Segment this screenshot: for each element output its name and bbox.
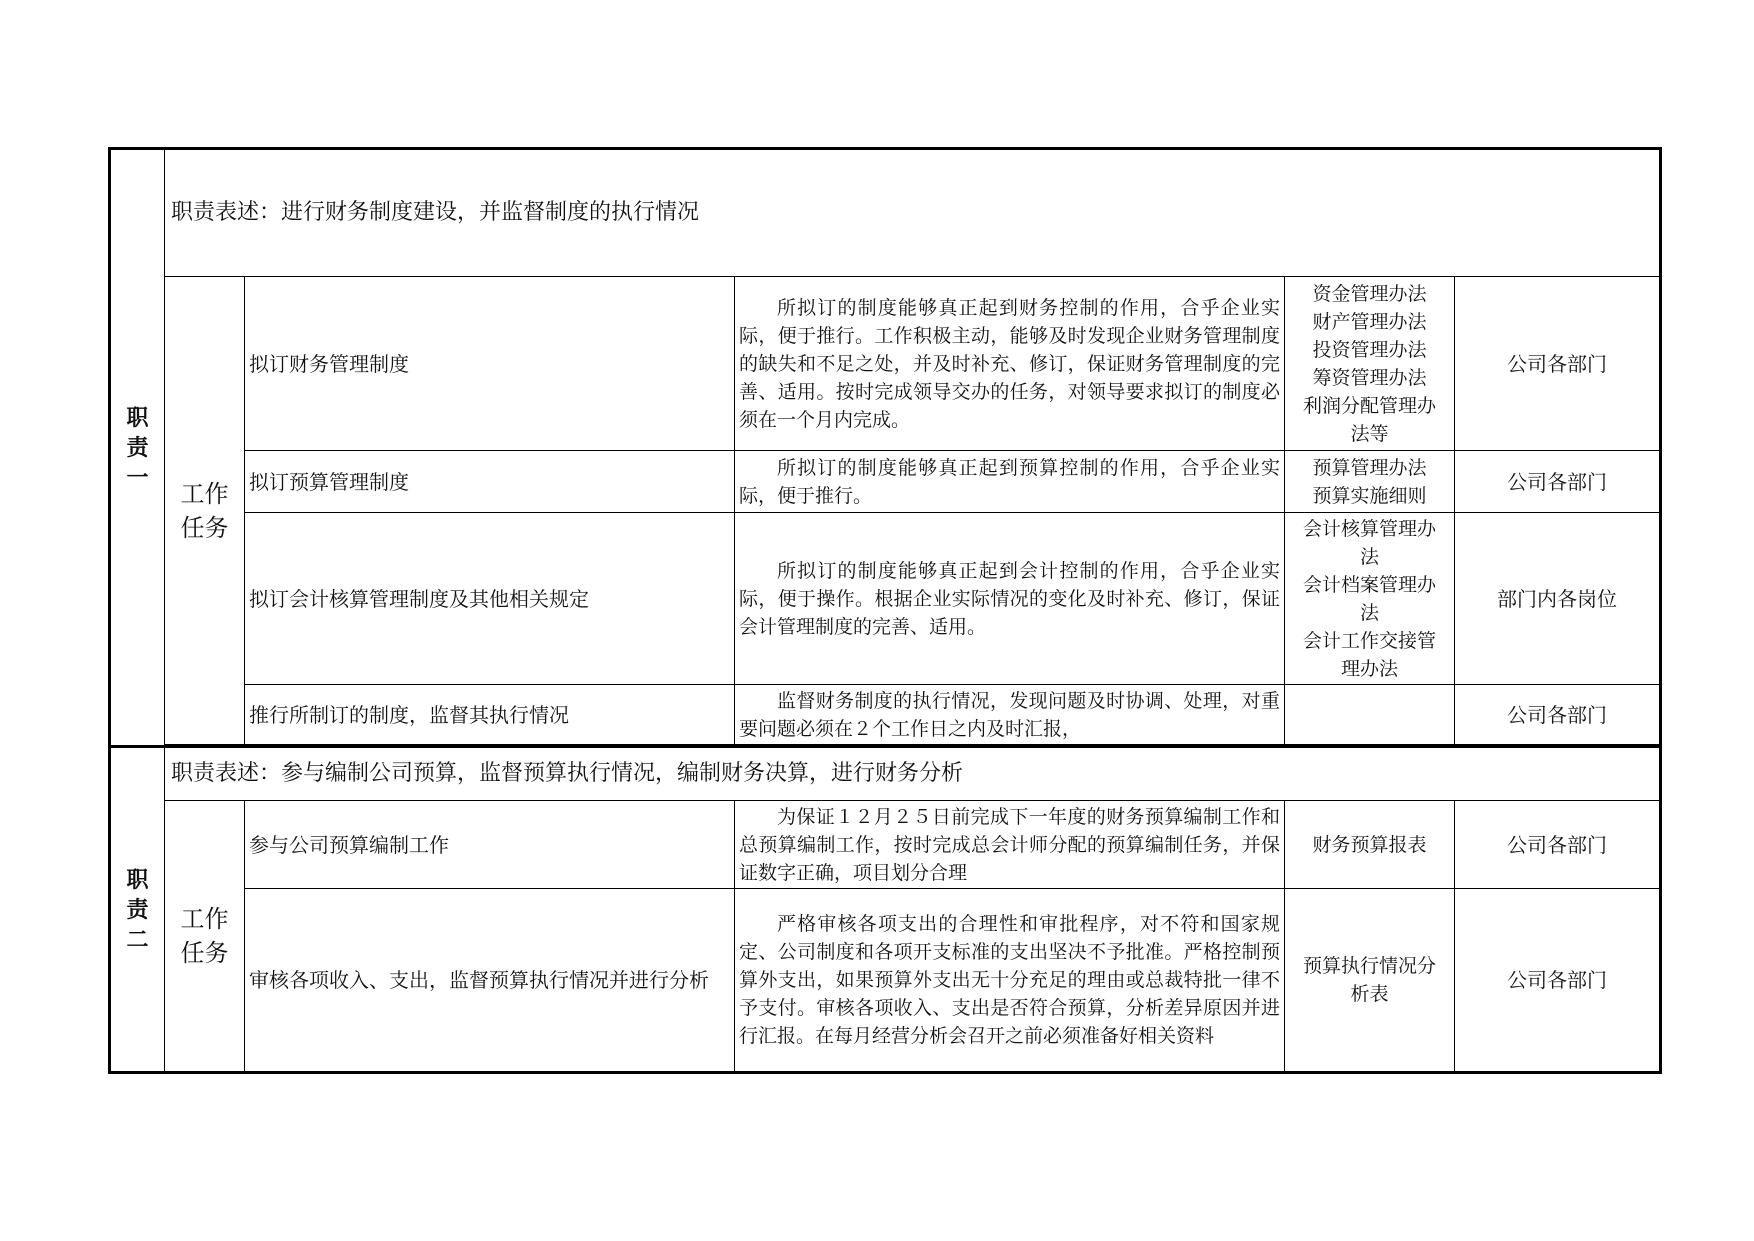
task-name: 拟订会计核算管理制度及其他相关规定 xyxy=(245,513,735,685)
task-name: 拟订预算管理制度 xyxy=(245,451,735,513)
duty-1-description: 职责表述：进行财务制度建设，并监督制度的执行情况 xyxy=(165,149,1661,277)
table-row xyxy=(110,801,1661,889)
task-standard: 严格审核各项支出的合理性和审批程序，对不符和国家规定、公司制度和各项开支标准的支出坚决不予批准。严格控制预算外支出，如果预算外支出无十分充足的理由或总裁特批一律不予支付。审核各项收入、支出是否符合预算，分析差异原因并进行汇报。在每月经营分析会召开之前必须准备好相关资料 xyxy=(735,889,1285,1073)
task-standard: 监督财务制度的执行情况，发现问题及时协调、处理，对重要问题必须在２个工作日之内及时汇报， xyxy=(735,685,1285,745)
table-row xyxy=(110,889,1661,1073)
task-results: 预算管理办法 预算实施细则 xyxy=(1285,451,1455,513)
table-row xyxy=(110,451,1661,513)
task-results: 资金管理办法 财产管理办法 投资管理办法 筹资管理办法 利润分配管理办 法等 xyxy=(1285,277,1455,451)
task-name: 审核各项收入、支出，监督预算执行情况并进行分析 xyxy=(245,889,735,1073)
task-department: 公司各部门 xyxy=(1455,277,1661,451)
task-results xyxy=(1285,685,1455,745)
task-department: 公司各部门 xyxy=(1455,685,1661,745)
task-standard: 所拟订的制度能够真正起到会计控制的作用，合乎企业实际，便于操作。根据企业实际情况的变化及时补充、修订，保证会计管理制度的完善、适用。 xyxy=(735,513,1285,685)
task-name: 参与公司预算编制工作 xyxy=(245,801,735,889)
task-department: 公司各部门 xyxy=(1455,801,1661,889)
task-standard: 为保证１２月２５日前完成下一年度的财务预算编制工作和总预算编制工作，按时完成总会计师分配的预算编制任务，并保证数字正确，项目划分合理 xyxy=(735,801,1285,889)
duty-2-description: 职责表述：参与编制公司预算，监督预算执行情况，编制财务决算，进行财务分析 xyxy=(165,747,1661,801)
task-results: 财务预算报表 xyxy=(1285,801,1455,889)
task-department: 公司各部门 xyxy=(1455,889,1661,1073)
duty-2-description-row xyxy=(110,747,1661,801)
duty-2-label: 职 责 二 xyxy=(110,747,165,1073)
task-department: 部门内各岗位 xyxy=(1455,513,1661,685)
table-row xyxy=(110,685,1661,745)
duty-1-description-row xyxy=(110,149,1661,277)
task-standard: 所拟订的制度能够真正起到预算控制的作用，合乎企业实际，便于推行。 xyxy=(735,451,1285,513)
task-department: 公司各部门 xyxy=(1455,451,1661,513)
duty-table xyxy=(108,147,1662,1074)
duty-1-label: 职 责 一 xyxy=(110,149,165,747)
task-results: 预算执行情况分 析表 xyxy=(1285,889,1455,1073)
task-name: 拟订财务管理制度 xyxy=(245,277,735,451)
task-results: 会计核算管理办 法 会计档案管理办 法 会计工作交接管 理办法 xyxy=(1285,513,1455,685)
duty-1-task-header: 工作 任务 xyxy=(165,277,245,745)
table-row xyxy=(110,513,1661,685)
task-standard: 所拟订的制度能够真正起到财务控制的作用，合乎企业实际，便于推行。工作积极主动，能够及时发现企业财务管理制度的缺失和不足之处，并及时补充、修订，保证财务管理制度的完善、适用。按时完成领导交办的任务，对领导要求拟订的制度必须在一个月内完成。 xyxy=(735,277,1285,451)
task-name: 推行所制订的制度，监督其执行情况 xyxy=(245,685,735,745)
duty-2-task-header: 工作 任务 xyxy=(165,801,245,1073)
table-row xyxy=(110,277,1661,451)
